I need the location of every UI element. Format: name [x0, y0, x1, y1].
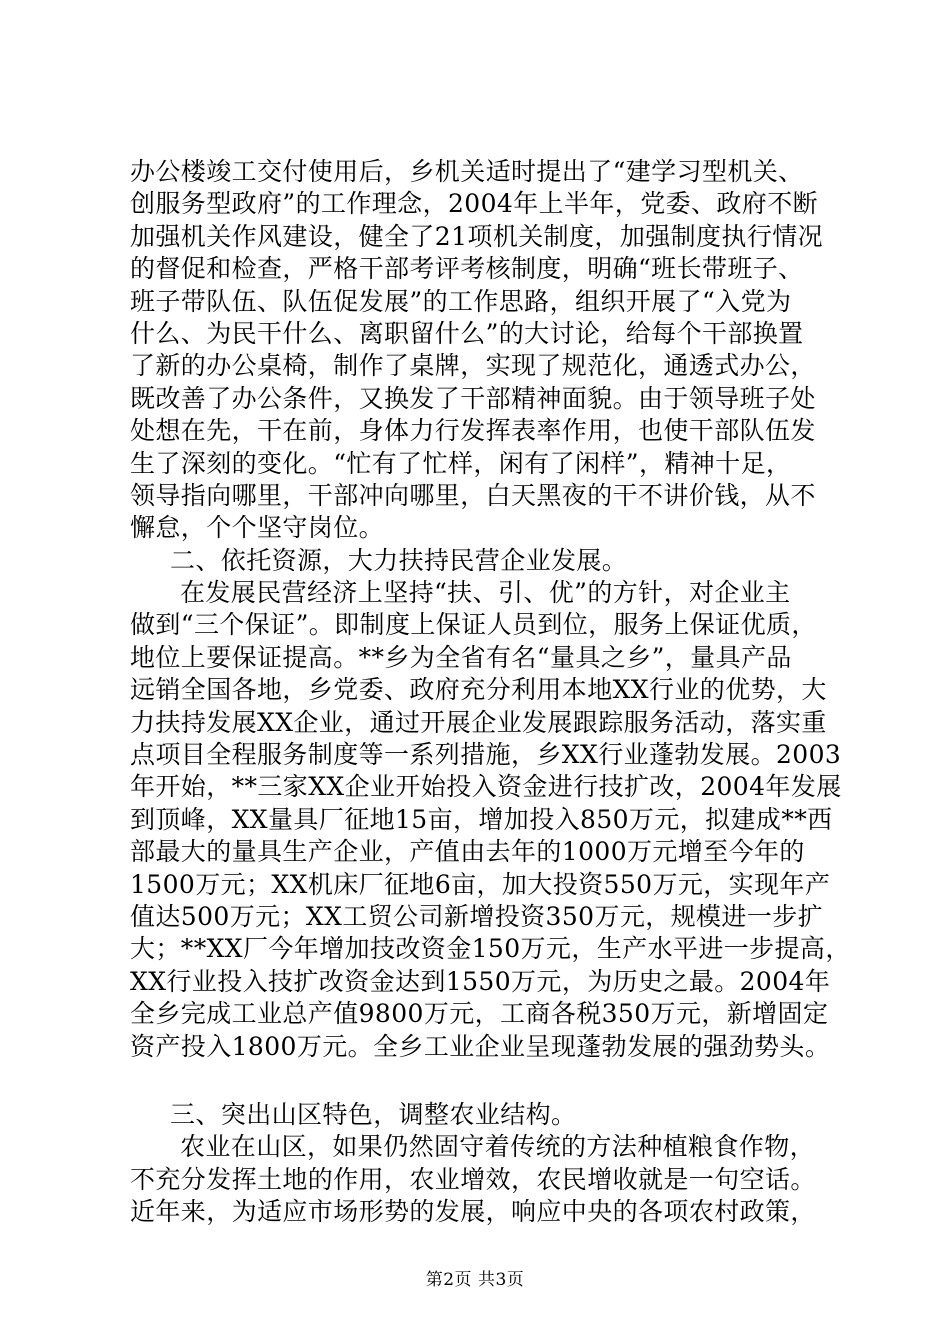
text-line: 加强机关作风建设，健全了21项机关制度，加强制度执行情况 [130, 221, 824, 251]
text-line: 领导指向哪里，干部冲向哪里，白天黑夜的干不讲价钱，从不 [130, 480, 816, 510]
text-line: 近年来，为适应市场形势的发展，响应中央的各项农村政策， [130, 1197, 816, 1227]
paragraph-1 [130, 156, 830, 545]
text-line: 处想在先，干在前，身体力行发挥表率作用，也使干部队伍发 [130, 416, 816, 446]
page-number-footer: 第2页 共3页 [425, 1270, 525, 1290]
text-line: 的督促和检查，严格干部考评考核制度，明确“班长带班子、 [130, 254, 804, 284]
text-line: 力扶持发展XX企业，通过开展企业发展跟踪服务活动，落实重 [130, 707, 827, 737]
document-body [130, 156, 851, 1229]
text-line: 值达500万元；XX工贸公司新增投资350万元，规模进一步扩 [130, 901, 824, 931]
text-line: 既改善了办公条件，又换发了干部精神面貌。由于领导班子处 [130, 383, 816, 413]
section-heading-3: 三、突出山区特色，调整农业结构。 [170, 1099, 577, 1129]
text-line: 班子带队伍、队伍促发展”的工作思路，组织开展了“入党为 [130, 286, 792, 316]
text-line: 了新的办公桌椅，制作了桌牌，实现了规范化，通透式办公， [130, 351, 816, 381]
text-line: 大；**XX厂今年增加技改资金150万元，生产水平进一步提高， [130, 934, 851, 964]
text-line: 资产投入1800万元。全乡工业企业呈现蓬勃发展的强劲势头。 [130, 1031, 831, 1061]
text-line: 到顶峰，XX量具厂征地15亩，增加投入850万元，拟建成**西 [130, 804, 833, 834]
text-line: 农业在山区，如果仍然固守着传统的方法种植粮食作物， [180, 1132, 816, 1162]
text-line: 做到“三个保证”。即制度上保证人员到位，服务上保证优质， [130, 610, 817, 640]
text-line: 地位上要保证提高。**乡为全省有名“量具之乡”，量具产品 [130, 642, 792, 672]
paragraph-3 [130, 1131, 830, 1228]
text-line: 生了深刻的变化。“忙有了忙样，闲有了闲样”，精神十足， [130, 448, 792, 478]
text-line: 部最大的量具生产企业，产值由去年的1000万元增至今年的 [130, 837, 805, 867]
paragraph-2 [130, 577, 851, 1063]
text-line: 1500万元；XX机床厂征地6亩，加大投资550万元，实现年产 [130, 869, 831, 899]
text-line: 年开始，**三家XX企业开始投入资金进行技扩改，2004年发展 [130, 772, 842, 802]
section-heading-2: 二、依托资源，大力扶持民营企业发展。 [170, 545, 628, 575]
text-line: 懈怠，个个坚守岗位。 [130, 513, 385, 543]
paragraph-spacer [130, 1063, 830, 1099]
text-line: 在发展民营经济上坚持“扶、引、优”的方针，对企业主 [180, 578, 791, 608]
text-line: 不充分发挥土地的作用，农业增效，农民增收就是一句空话。 [130, 1164, 816, 1194]
text-line: 点项目全程服务制度等一系列措施，乡XX行业蓬勃发展。2003 [130, 740, 842, 770]
text-line: 远销全国各地，乡党委、政府充分利用本地XX行业的优势，大 [130, 675, 827, 705]
text-line: 创服务型政府”的工作理念，2004年上半年，党委、政府不断 [130, 189, 819, 219]
text-line: 办公楼竣工交付使用后，乡机关适时提出了“建学习型机关、 [130, 157, 804, 186]
text-line: 什么、为民干什么、离职留什么”的大讨论，给每个干部换置 [130, 318, 804, 348]
text-line: 全乡完成工业总产值9800万元，工商各税350万元，新增固定 [130, 999, 829, 1029]
text-line: XX行业投入技扩改资金达到1550万元，为历史之最。2004年 [130, 966, 831, 996]
